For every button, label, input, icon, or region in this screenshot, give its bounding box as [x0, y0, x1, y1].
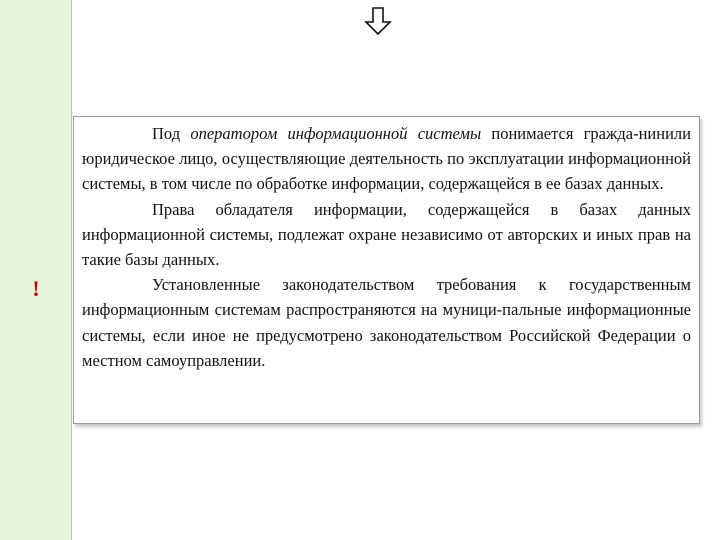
emphasis-term: оператором информационной системы	[190, 124, 482, 143]
text-box	[73, 116, 700, 424]
down-arrow-icon[interactable]	[364, 6, 394, 36]
paragraph-rights: Права обладателя информации, содержащейся в базах данных информационной системы, подлежат охране независимо от авторских и иных прав на такие базы данных.	[82, 199, 691, 270]
paragraph-requirements: Установленные законодательством требования к государственным информационным системам распространяются на муници-пальные информационные системы, если иное не предусмотрено законодательством Российской Федерации о местном самоуправлении.	[82, 275, 691, 370]
left-sidebar	[0, 0, 72, 540]
exclamation-mark: !	[32, 276, 40, 301]
paragraph-operator: Под оператором информационной системы понимается гражда-нинили юридическое лицо, осуществляющие деятельность по эксплуатации информационной системы, в том числе по обработке информации, содержащейся в ее базах данных.	[82, 124, 691, 194]
